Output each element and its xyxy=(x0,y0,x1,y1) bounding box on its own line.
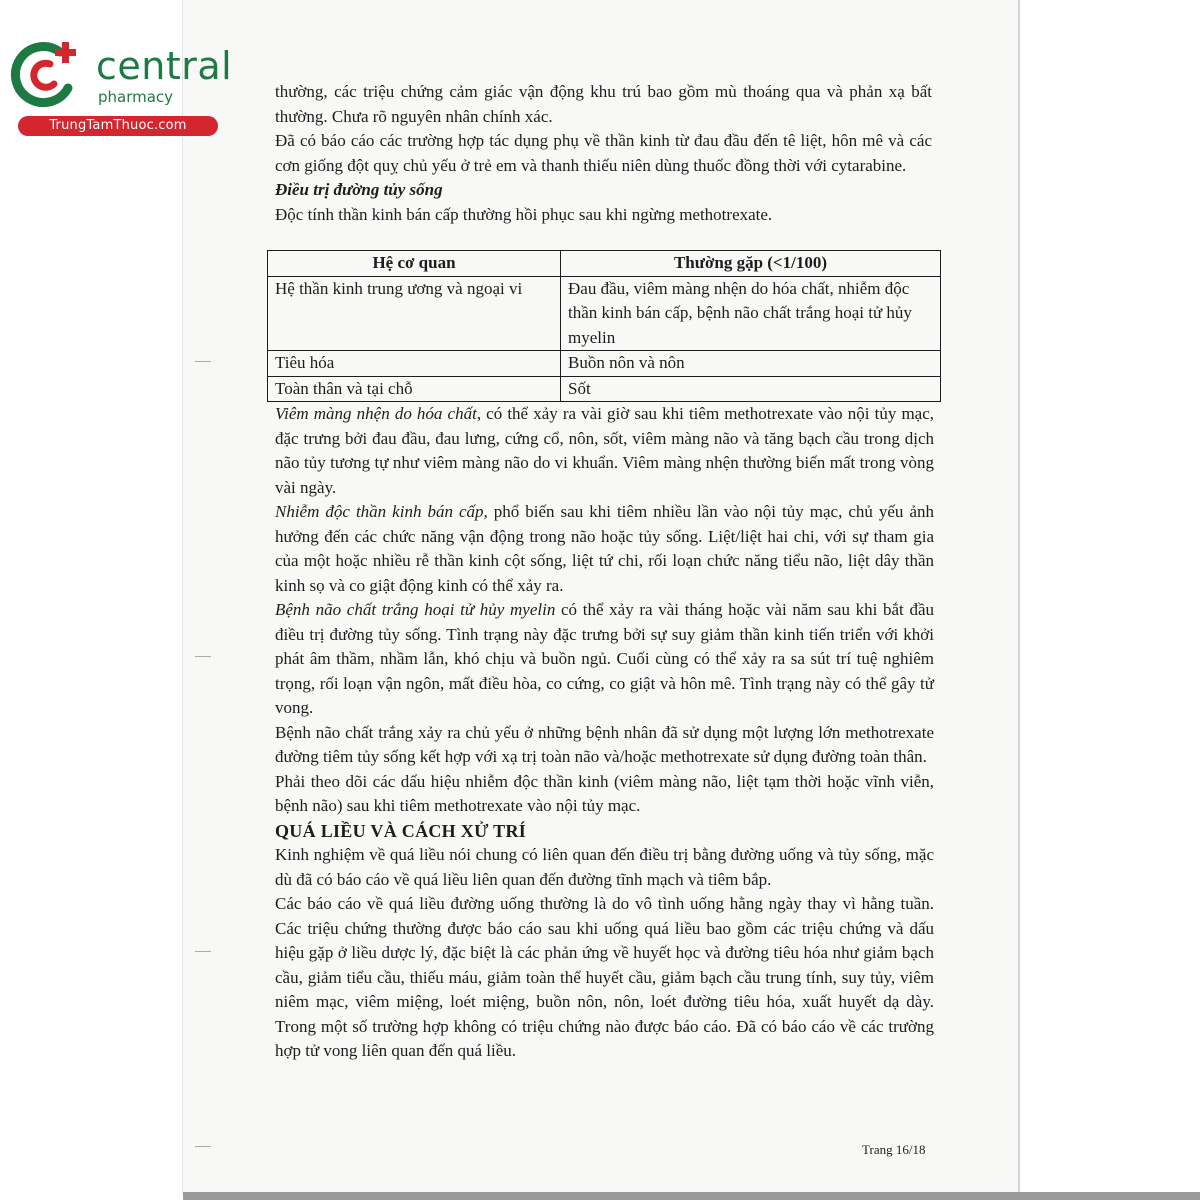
margin-mark xyxy=(195,361,211,362)
pharmacy-logo xyxy=(10,36,233,140)
term: Viêm màng nhện do hóa chất xyxy=(275,404,477,423)
table-cell: Buồn nôn và nôn xyxy=(561,351,941,377)
table-cell: Toàn thân và tại chỗ xyxy=(268,376,561,402)
table-row xyxy=(268,351,941,377)
table-cell: Sốt xyxy=(561,376,941,402)
paragraph: Độc tính thần kinh bán cấp thường hồi phục sau khi ngừng methotrexate. xyxy=(275,204,773,224)
paragraph: Kinh nghiệm về quá liều nói chung có liên quan đến điều trị bằng đường uống và tủy sống, mặc dù đã có báo cáo về quá liều liên quan đến đường tĩnh mạch và tiêm bắp. xyxy=(275,845,934,889)
table-row xyxy=(268,276,941,351)
paragraph: Các báo cáo về quá liều đường uống thường là do vô tình uống hằng ngày thay vì hằng tuần. Các triệu chứng thường được báo cáo sau khi uống quá liều bao gồm các triệu chứng và dấu hiệu gặp ở liều dược lý, đặc biệt là các phản ứng về huyết học và đường tiêu hóa như giảm bạch cầu, giảm tiểu cầu, thiếu máu, giảm toàn thể huyết cầu, giảm bạch cầu trung tính, suy tủy, viêm niêm mạc, viêm miệng, loét miệng, buồn nôn, nôn, loét đường tiêu hóa, xuất huyết dạ dày. Trong một số trường hợp không có triệu chứng nào được báo cáo. Đã có báo cáo về các trường hợp tử vong liên quan đến quá liều. xyxy=(275,894,934,1060)
paragraph: thường, các triệu chứng cảm giác vận động khu trú bao gồm mù thoáng qua và phản xạ bất thường. Chưa rõ nguyên nhân chính xác. xyxy=(275,82,932,126)
margin-mark xyxy=(195,1146,211,1147)
paragraph xyxy=(275,598,934,721)
table-header-row xyxy=(268,251,941,277)
adverse-effects-table xyxy=(267,250,941,402)
margin-mark xyxy=(195,951,211,952)
logo-subtitle: pharmacy xyxy=(98,88,174,106)
paragraph: Bệnh não chất trắng xảy ra chủ yếu ở những bệnh nhân đã sử dụng một lượng lớn methotrexate đường tiêm tủy sống kết hợp với xạ trị toàn não và/hoặc methotrexate sử dụng đường toàn thân. xyxy=(275,722,934,766)
table-cell: Hệ thần kinh trung ương và ngoại vi xyxy=(268,276,561,351)
section-heading: QUÁ LIỀU VÀ CÁCH XỬ TRÍ xyxy=(275,820,527,841)
table-row xyxy=(268,376,941,402)
scan-border xyxy=(183,1192,1200,1200)
page-content-bottom xyxy=(275,402,934,1064)
page-number: Trang 16/18 xyxy=(862,1142,926,1157)
margin-mark xyxy=(195,656,211,657)
term: Bệnh não chất trắng hoại tử hủy myelin xyxy=(275,600,556,619)
logo-name: central xyxy=(96,44,233,88)
paragraph-text: có thể xảy ra vài tháng hoặc vài năm sau khi bắt đầu điều trị đường tủy sống. Tình trạng này đặc trưng bởi sự suy giảm thần kinh tiến triển với khởi phát âm thầm, nhầm lẫn, khó chịu và buồn ngủ. Cuối cùng có thể xảy ra sa sút trí tuệ nghiêm trọng, rối loạn vận ngôn, mất điều hòa, co cứng, co giật và hôn mê. Tình trạng này có thể gây tử vong. xyxy=(275,600,934,717)
paragraph xyxy=(275,500,934,598)
pharmacy-cross-icon xyxy=(10,38,82,110)
paragraph-text: , có thể xảy ra vài giờ sau khi tiêm methotrexate vào nội tủy mạc, đặc trưng bởi đau đầu, đau lưng, cứng cổ, nôn, sốt, viêm màng não và tăng bạch cầu trong dịch não tủy tương tự như viêm màng não do vi khuẩn. Viêm màng nhện thường biến mất trong vòng vài ngày. xyxy=(275,404,935,497)
paragraph: Đã có báo cáo các trường hợp tác dụng phụ về thần kinh từ đau đầu đến tê liệt, hôn mê và các cơn giống đột quỵ chủ yếu ở trẻ em và thanh thiếu niên dùng thuốc đồng thời với cytarabine. xyxy=(275,131,932,175)
table-header: Thường gặp (<1/100) xyxy=(561,251,941,277)
logo-website: TrungTamThuoc.com xyxy=(18,116,218,136)
paragraph xyxy=(275,402,934,500)
section-heading: Điều trị đường tủy sống xyxy=(275,180,443,199)
table-cell: Tiêu hóa xyxy=(268,351,561,377)
page-content-top xyxy=(275,80,932,227)
table-cell: Đau đầu, viêm màng nhện do hóa chất, nhiễm độc thần kinh bán cấp, bệnh não chất trắng hoại tử hủy myelin xyxy=(561,276,941,351)
paragraph: Phải theo dõi các dấu hiệu nhiễm độc thần kinh (viêm màng não, liệt tạm thời hoặc vĩnh viễn, bệnh não) sau khi tiêm methotrexate vào nội tủy mạc. xyxy=(275,771,934,815)
table-header: Hệ cơ quan xyxy=(268,251,561,277)
page-edge xyxy=(1018,0,1020,1192)
term: Nhiễm độc thần kinh bán cấp xyxy=(275,502,484,521)
paragraph-text: , phổ biến sau khi tiêm nhiều lần vào nội tủy mạc, chủ yếu ảnh hưởng đến các chức năng vận động trong não hoặc tủy sống. Liệt/liệt hai chi, với sự tham gia của một hoặc nhiều rễ thần kinh cột sống, liệt tứ chi, rối loạn chức năng tiểu não, liệt dây thần kinh sọ và co giật động kinh có thể xảy ra. xyxy=(275,502,934,595)
